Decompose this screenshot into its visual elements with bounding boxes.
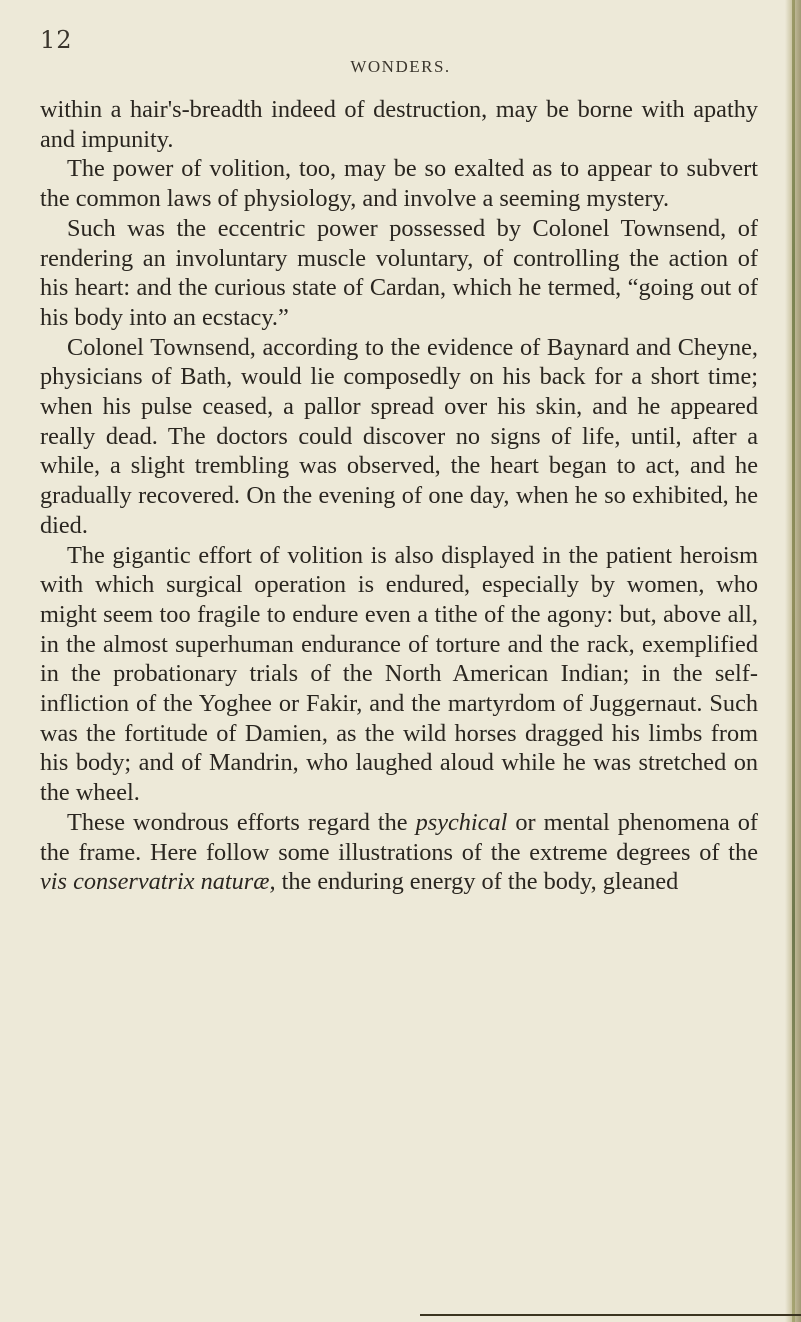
text-span: or mental phenomena of the frame. Here follow some illustrations of the extreme degrees of the: [40, 808, 758, 866]
bottom-edge-rule: [420, 1314, 801, 1316]
paragraph-continued: within a hair's-breadth indeed of destruction, may be borne with apathy and impunity.: [40, 96, 758, 153]
paragraph-heroism: The gigantic effort of volition is also displayed in the patient heroism with which surgical operation is endured, especially by women, who might seem too fragile to endure even a tithe of the agony: but, above all, in the almost superhuman endurance of torture and the rack, exemplified in the probationary trials of the North American Indian; in the self-infliction of the Yoghee or Fakir, and the martyrdom of Juggernaut. Such was the fortitude of Damien, as the wild horses dragged his limbs from his body; and of Mandrin, who laughed aloud while he was stretched on the wheel.: [40, 541, 758, 807]
paragraph-volition: The power of volition, too, may be so exalted as to appear to subvert the common laws of physiology, and involve a seeming mystery.: [40, 155, 758, 213]
running-head: WONDERS.: [350, 57, 451, 76]
text-span: the enduring energy of the body, gleaned: [275, 868, 679, 896]
paragraph-wondrous-efforts: [40, 808, 758, 897]
page-number: 12: [40, 26, 73, 54]
text-span: These wondrous efforts regard the: [67, 808, 416, 836]
paragraph-townsend-evidence: Colonel Townsend, according to the evidence of Baynard and Cheyne, physicians of Bath, would lie composedly on his back for a short time; when his pulse ceased, a pallor spread over his skin, and he appeared really dead. The doctors could discover no signs of life, until, after a while, a slight trembling was observed, the heart began to act, and he gradually recovered. On the evening of one day, when he so exhibited, he died.: [40, 333, 758, 539]
italic-vis-conservatrix: vis conservatrix naturæ,: [40, 868, 276, 896]
page-edge-binding: [792, 0, 795, 1322]
body-text: [40, 95, 758, 897]
italic-psychical: psychical: [415, 808, 508, 836]
paragraph-townsend-cardan: Such was the eccentric power possessed by Colonel Townsend, of rendering an involuntary muscle voluntary, of controlling the action of his heart: and the curious state of Cardan, which he termed, “going out of his body into an ecstacy.”: [40, 214, 758, 331]
